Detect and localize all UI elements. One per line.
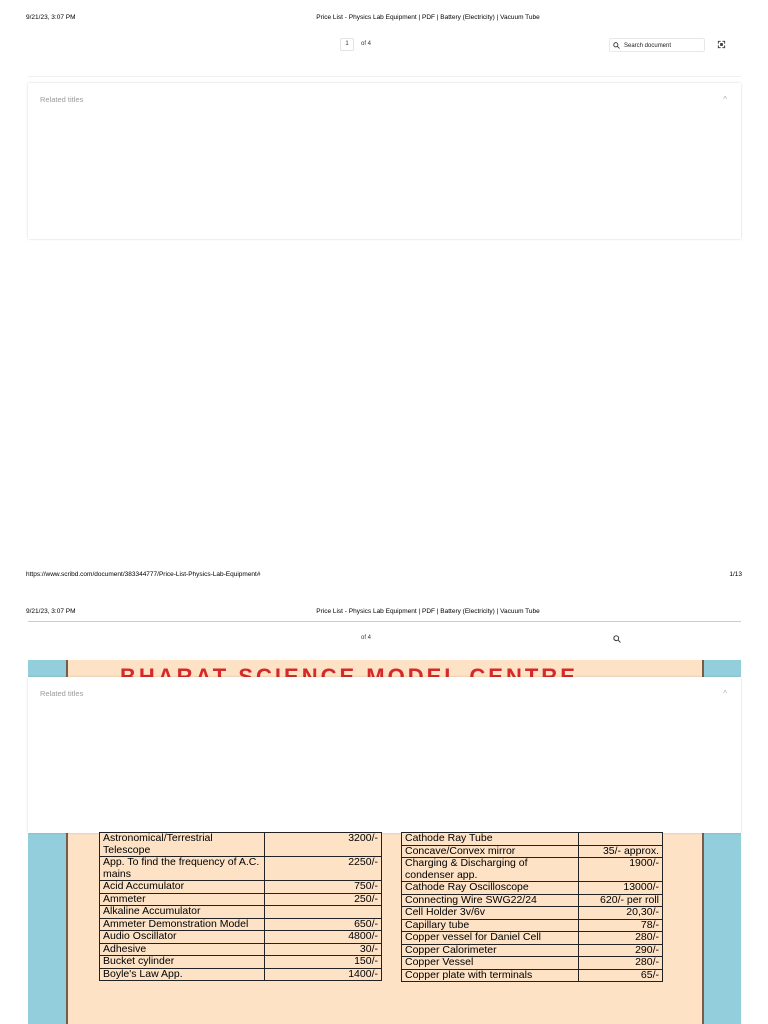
item-name: Acid Accumulator	[100, 881, 265, 894]
table-row	[100, 943, 382, 956]
item-price: 250/-	[264, 893, 381, 906]
item-price	[264, 906, 381, 919]
print-title: Price List - Physics Lab Equipment | PDF | Battery (Electricity) | Vacuum Tube	[316, 14, 540, 21]
item-name: Connecting Wire SWG22/24	[402, 894, 579, 907]
item-price: 30/-	[264, 943, 381, 956]
viewer-toolbar-2	[28, 632, 741, 656]
table-row	[402, 932, 663, 945]
item-name: Astronomical/Terrestrial Telescope	[100, 833, 265, 857]
divider	[28, 621, 741, 622]
item-price: 20,30/-	[579, 907, 663, 920]
fullscreen-icon[interactable]	[717, 40, 726, 49]
print-datetime-2: 9/21/23, 3:07 PM	[26, 608, 76, 615]
table-row	[100, 833, 382, 857]
table-row	[402, 919, 663, 932]
page-count: of 4	[361, 41, 372, 47]
item-name: Boyle's Law App.	[100, 968, 265, 981]
item-price: 3200/-	[264, 833, 381, 857]
item-price: 1400/-	[264, 968, 381, 981]
item-name: Copper Vessel	[402, 957, 579, 970]
item-price: 750/-	[264, 881, 381, 894]
collapse-chevron-icon[interactable]: ^	[723, 95, 727, 104]
price-table-left	[99, 832, 382, 981]
related-titles-label: Related titles	[40, 95, 84, 104]
item-price: 2250/-	[264, 857, 381, 881]
item-price: 620/- per roll	[579, 894, 663, 907]
item-price: 650/-	[264, 918, 381, 931]
item-name: Capillary tube	[402, 919, 579, 932]
item-name: App. To find the frequency of A.C. mains	[100, 857, 265, 881]
price-table-right	[401, 832, 663, 982]
item-price: 78/-	[579, 919, 663, 932]
table-row	[100, 968, 382, 981]
table-row	[100, 893, 382, 906]
item-name: Copper plate with terminals	[402, 969, 579, 982]
print-datetime: 9/21/23, 3:07 PM	[26, 14, 76, 21]
table-row	[100, 931, 382, 944]
print-footer-page: 1/13	[729, 571, 742, 578]
search-icon[interactable]	[613, 635, 621, 643]
table-row	[402, 845, 663, 858]
table-row	[402, 957, 663, 970]
item-name: Cathode Ray Tube	[402, 833, 579, 846]
item-price: 35/- approx.	[579, 845, 663, 858]
item-price: 65/-	[579, 969, 663, 982]
table-row	[402, 833, 663, 846]
item-price	[579, 833, 663, 846]
collapse-chevron-icon[interactable]: ^	[723, 689, 727, 698]
item-name: Cathode Ray Oscilloscope	[402, 882, 579, 895]
print-footer-url: https://www.scribd.com/document/383344777/Price-List-Physics-Lab-Equipment#	[26, 571, 261, 578]
search-icon	[613, 42, 620, 49]
item-price: 280/-	[579, 957, 663, 970]
table-row	[100, 906, 382, 919]
item-price: 1900/-	[579, 858, 663, 882]
item-price: 4800/-	[264, 931, 381, 944]
item-price: 13000/-	[579, 882, 663, 895]
page-number-input[interactable]: 1	[340, 38, 354, 51]
item-price: 150/-	[264, 956, 381, 969]
table-row	[402, 894, 663, 907]
item-name: Ammeter	[100, 893, 265, 906]
item-name: Copper vessel for Daniel Cell	[402, 932, 579, 945]
table-row	[100, 956, 382, 969]
item-name: Audio Oscillator	[100, 931, 265, 944]
item-name: Cell Holder 3v/6v	[402, 907, 579, 920]
table-row	[402, 858, 663, 882]
item-name: Concave/Convex mirror	[402, 845, 579, 858]
item-name: Bucket cylinder	[100, 956, 265, 969]
related-titles-label-2: Related titles	[40, 689, 84, 698]
item-price: 290/-	[579, 944, 663, 957]
item-name: Charging & Discharging of condenser app.	[402, 858, 579, 882]
search-placeholder: Search document	[624, 43, 672, 49]
table-row	[100, 881, 382, 894]
viewer-toolbar	[28, 38, 741, 77]
table-row	[100, 857, 382, 881]
related-titles-panel	[28, 83, 741, 239]
page-count-2: of 4	[361, 635, 372, 641]
item-price: 280/-	[579, 932, 663, 945]
search-input[interactable]	[609, 38, 705, 52]
table-row	[100, 918, 382, 931]
table-row	[402, 907, 663, 920]
item-name: Copper Calorimeter	[402, 944, 579, 957]
item-name: Ammeter Demonstration Model	[100, 918, 265, 931]
item-name: Alkaline Accumulator	[100, 906, 265, 919]
print-title-2: Price List - Physics Lab Equipment | PDF | Battery (Electricity) | Vacuum Tube	[316, 608, 540, 615]
table-row	[402, 882, 663, 895]
table-row	[402, 969, 663, 982]
table-row	[402, 944, 663, 957]
item-name: Adhesive	[100, 943, 265, 956]
related-titles-panel-2	[28, 677, 741, 833]
